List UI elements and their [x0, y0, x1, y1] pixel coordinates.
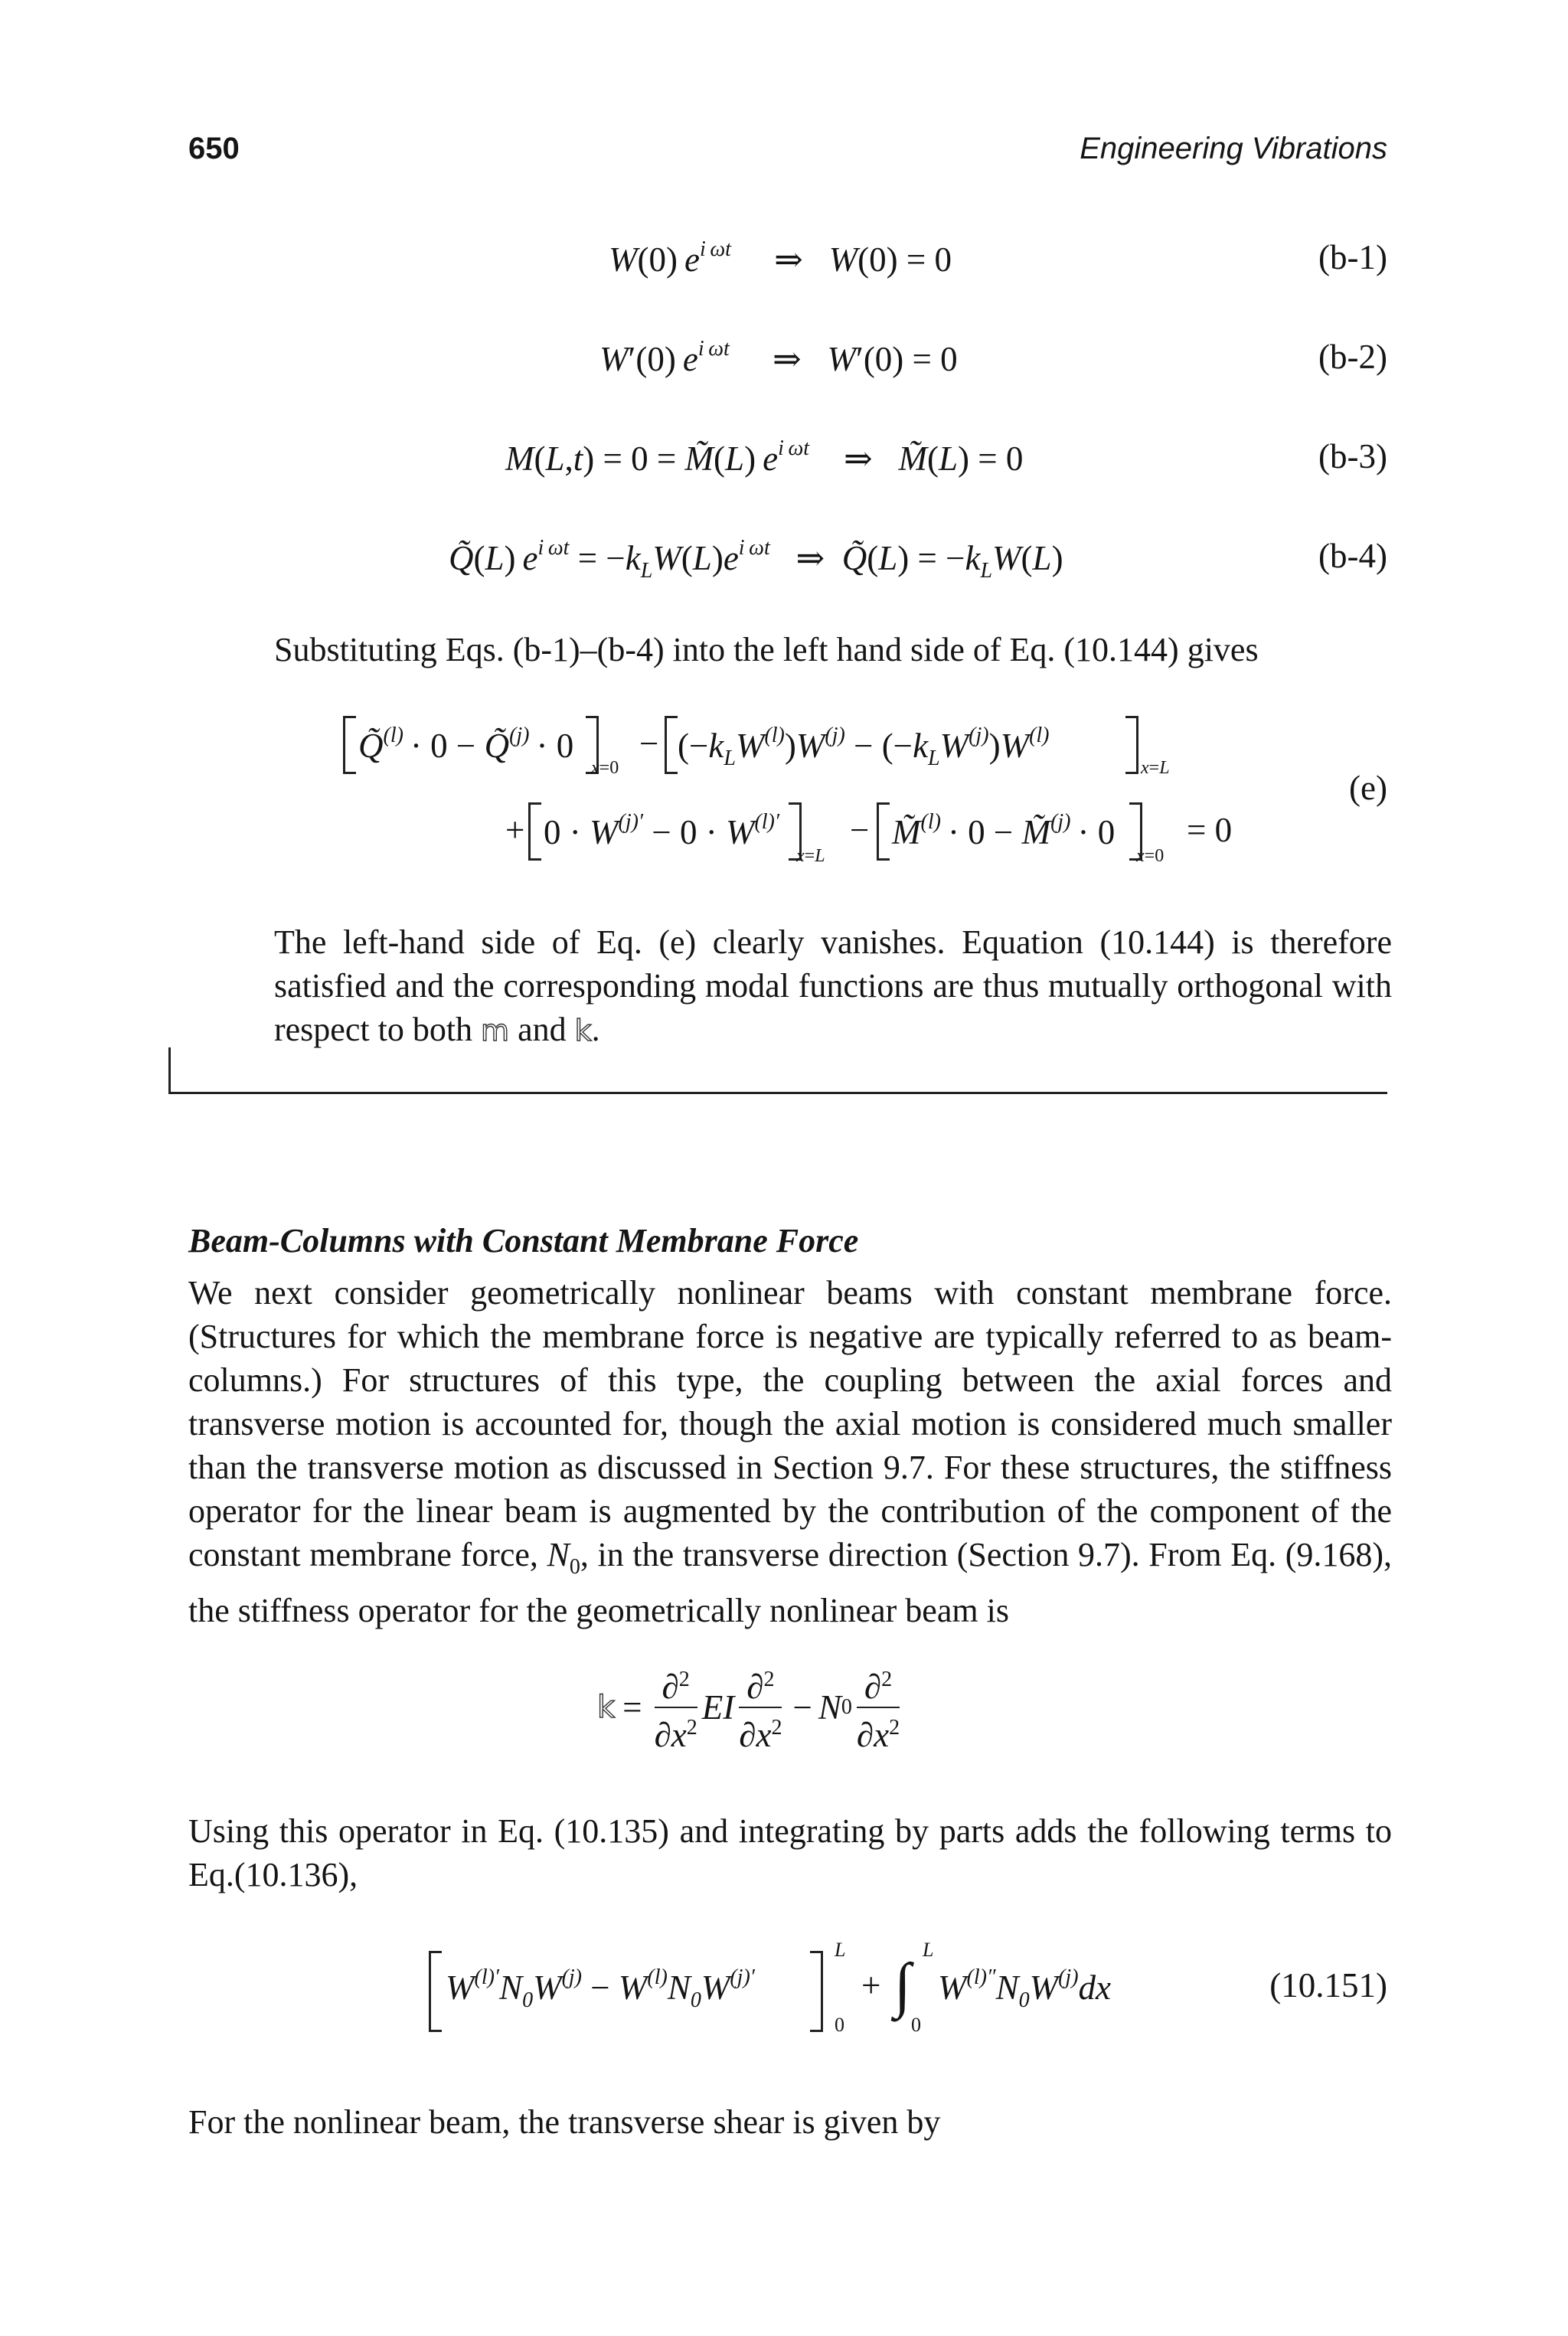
paragraph-beam-columns	[188, 1271, 1392, 1632]
membrane-force-subscript: 0	[569, 1554, 580, 1579]
mass-operator-symbol: m	[481, 1014, 510, 1047]
equation-label-b1: (b-1)	[1318, 238, 1387, 276]
membrane-force-symbol: N	[547, 1536, 570, 1573]
paragraph-substituting: Substituting Eqs. (b-1)–(b-4) into the left hand side of Eq. (10.144) gives	[274, 631, 1259, 668]
example-end-rule	[168, 1092, 1387, 1094]
example-end-left-tick	[168, 1047, 171, 1093]
equation-label-10-151: (10.151)	[1269, 1966, 1387, 2004]
section-heading: Beam-Columns with Constant Membrane Force	[188, 1222, 859, 1259]
equation-b3: M(L,t) = 0 = M̃(L) $e^{i \omega t}$ ⇒ M̃(L) = 0	[505, 436, 1024, 478]
running-title: Engineering Vibrations	[1080, 132, 1387, 165]
paragraph-beam-columns-text-b: , in the transverse direction (Section 9.7). From Eq. (9.168), the stiffness operator for the geometrically nonlinear beam is	[188, 1536, 1392, 1629]
period: .	[591, 1011, 600, 1048]
equation-label-b2: (b-2)	[1318, 338, 1387, 376]
equation-label-e: (e)	[1349, 769, 1387, 807]
equation-label-b3: (b-3)	[1318, 437, 1387, 475]
equation-b1: W(0) $e^{i \omega t}$ ⇒ W(0) = 0	[609, 237, 952, 279]
equation-b4: Q̃(L) $e^{i \omega t} = -k_LW(L)e^{i \omega t}$ ⇒ Q̃(L) = $-k_LW(L)$	[449, 536, 1063, 583]
paragraph-vanishes-text: The left-hand side of Eq. (e) clearly vanishes. Equation (10.144) is therefore satisfied and the corresponding modal functions are thus mutually orthogonal with respect to both	[274, 923, 1392, 1048]
paragraph-using-operator: Using this operator in Eq. (10.135) and integrating by parts adds the following terms to Eq.(10.136),	[188, 1812, 1392, 1893]
equation-b2: W′(0) $e^{i \omega t}$ ⇒ W′(0) = 0	[599, 337, 958, 378]
and-word: and	[509, 1011, 575, 1048]
paragraph-beam-columns-text-a: We next consider geometrically nonlinear beams with constant membrane force. (Structures for which the membrane force is negative are typically referred to as beam-columns.) For structures of this type, the coupling between the axial forces and transverse motion is accounted for, though the axial motion is considered much smaller than the transverse motion as discussed in Section 9.7. For these structures, the stiffness operator for the linear beam is augmented by the contribution of the component of the constant membrane force,	[188, 1274, 1392, 1573]
page-number: 650	[188, 132, 240, 165]
stiffness-operator-symbol: k	[574, 1014, 592, 1047]
paragraph-transverse-shear: For the nonlinear beam, the transverse shear is given by	[188, 2103, 941, 2141]
equation-label-b4: (b-4)	[1318, 537, 1387, 575]
equation-stiffness-operator: k = $\frac{\partial^2}{\partial x^2}$ EI $\frac{\partial^2}{\partial x^2}$ − N 0 $\frac{\partial^2}{\partial x^2}$	[597, 1660, 904, 1755]
paragraph-vanishes	[274, 920, 1392, 1053]
